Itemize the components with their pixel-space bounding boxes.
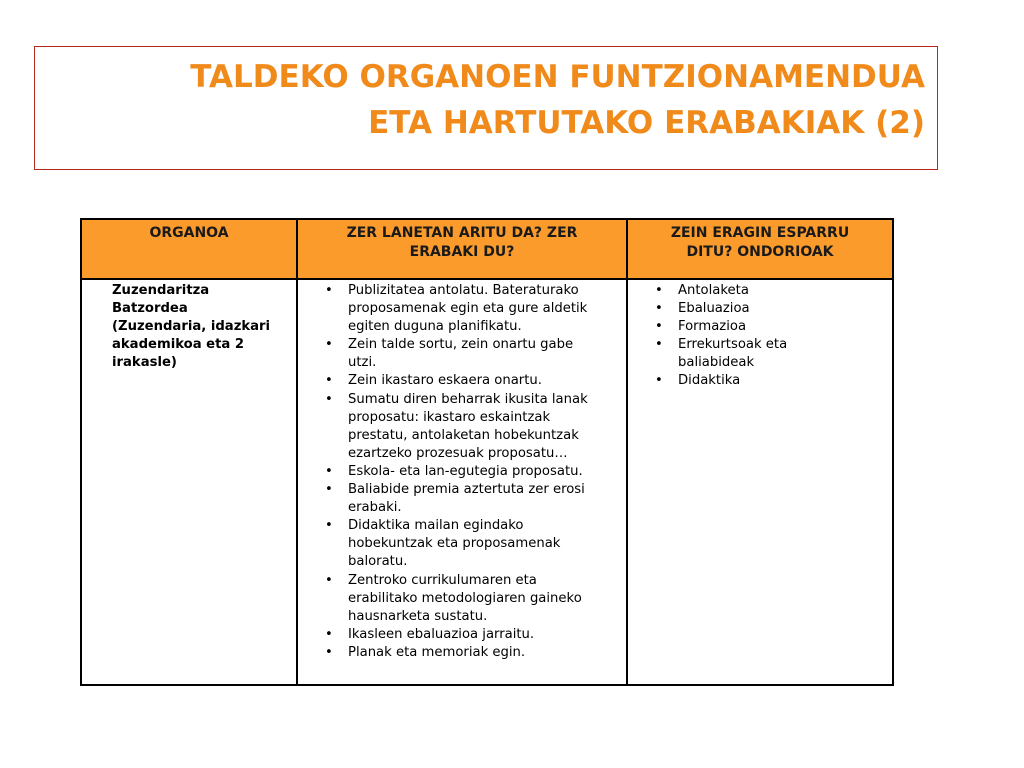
- organ-line: Zuzendaritza: [112, 283, 210, 298]
- header-text: ZEIN ERAGIN ESPARRU: [670, 225, 850, 241]
- list-item-line: erabaki.: [348, 500, 402, 516]
- list-item-line: • Ikasleen ebaluazioa jarraitu.: [348, 626, 535, 642]
- list-item: [348, 463, 620, 481]
- list-item: [348, 336, 620, 372]
- effects-list: [628, 280, 892, 391]
- organ-cell: [81, 279, 297, 685]
- list-item-line: hobekuntzak eta proposamenak: [348, 536, 561, 552]
- list-item-line: • Didaktika mailan egindako: [348, 518, 524, 534]
- list-item-line: • Antolaketa: [678, 283, 749, 298]
- organ-name: [82, 280, 296, 372]
- list-item: [678, 282, 886, 300]
- list-item-line: • Zein talde sortu, zein onartu gabe: [348, 337, 574, 353]
- list-item-line: baliabideak: [678, 355, 755, 371]
- organ-line: Batzordea: [112, 301, 188, 317]
- header-zer-lanetan: [297, 219, 627, 279]
- list-item-line: utzi.: [348, 355, 377, 371]
- list-item-line: egiten duguna planifikatu.: [348, 319, 522, 335]
- list-item: [348, 481, 620, 517]
- list-item-line: • Errekurtsoak eta: [678, 337, 788, 353]
- title-box: [34, 46, 938, 170]
- list-item: [678, 336, 886, 372]
- effects-cell: [627, 279, 893, 685]
- table-header-row: [81, 219, 893, 279]
- actions-cell: [297, 279, 627, 685]
- list-item-line: proposamenak egin eta gure aldetik: [348, 301, 588, 317]
- list-item: [678, 318, 886, 336]
- list-item: [678, 300, 886, 318]
- list-item: [348, 372, 620, 390]
- header-organoa: [81, 219, 297, 279]
- page-title-line-2: ETA HARTUTAKO ERABAKIAK (2): [368, 105, 925, 141]
- list-item: [678, 372, 886, 390]
- list-item: [348, 391, 620, 463]
- list-item-line: • Baliabide premia aztertuta zer erosi: [348, 482, 585, 498]
- organ-line: (Zuzendaria, idazkari: [112, 319, 271, 335]
- list-item-line: • Eskola- eta lan-egutegia proposatu.: [348, 463, 583, 479]
- table-row: [81, 279, 893, 685]
- list-item: [348, 626, 620, 644]
- list-item-line: • Zein ikastaro eskaera onartu.: [348, 373, 542, 389]
- list-item-line: hausnarketa sustatu.: [348, 608, 488, 624]
- list-item-line: ezartzeko prozesuak proposatu…: [348, 445, 568, 461]
- header-zein-eragin: [627, 219, 893, 279]
- list-item-line: • Didaktika: [678, 373, 741, 389]
- list-item: [348, 644, 620, 662]
- organs-table: [80, 218, 892, 686]
- list-item-line: proposatu: ikastaro eskaintzak: [348, 409, 551, 425]
- list-item: [348, 282, 620, 336]
- list-item-line: • Publizitatea antolatu. Bateraturako: [348, 283, 579, 298]
- list-item-line: baloratu.: [348, 554, 408, 570]
- list-item-line: • Zentroko currikulumaren eta: [348, 572, 537, 588]
- list-item-line: erabilitako metodologiaren gaineko: [348, 590, 582, 606]
- organ-line: irakasle): [112, 355, 177, 371]
- list-item-line: • Ebaluazioa: [678, 301, 750, 317]
- actions-list: [298, 280, 626, 662]
- header-text: DITU? ONDORIOAK: [686, 244, 834, 260]
- list-item-line: • Formazioa: [678, 319, 747, 335]
- list-item-line: • Sumatu diren beharrak ikusita lanak: [348, 391, 588, 407]
- organ-line: akademikoa eta 2: [112, 337, 245, 353]
- page-title-line-1: TALDEKO ORGANOEN FUNTZIONAMENDUA: [190, 59, 925, 95]
- list-item: [348, 572, 620, 626]
- header-text: ERABAKI DU?: [409, 244, 515, 260]
- list-item-line: prestatu, antolaketan hobekuntzak: [348, 427, 579, 443]
- header-text: ORGANOA: [149, 225, 229, 241]
- list-item: [348, 517, 620, 571]
- header-text: ZER LANETAN ARITU DA? ZER: [346, 225, 578, 241]
- list-item-line: • Planak eta memoriak egin.: [348, 644, 526, 660]
